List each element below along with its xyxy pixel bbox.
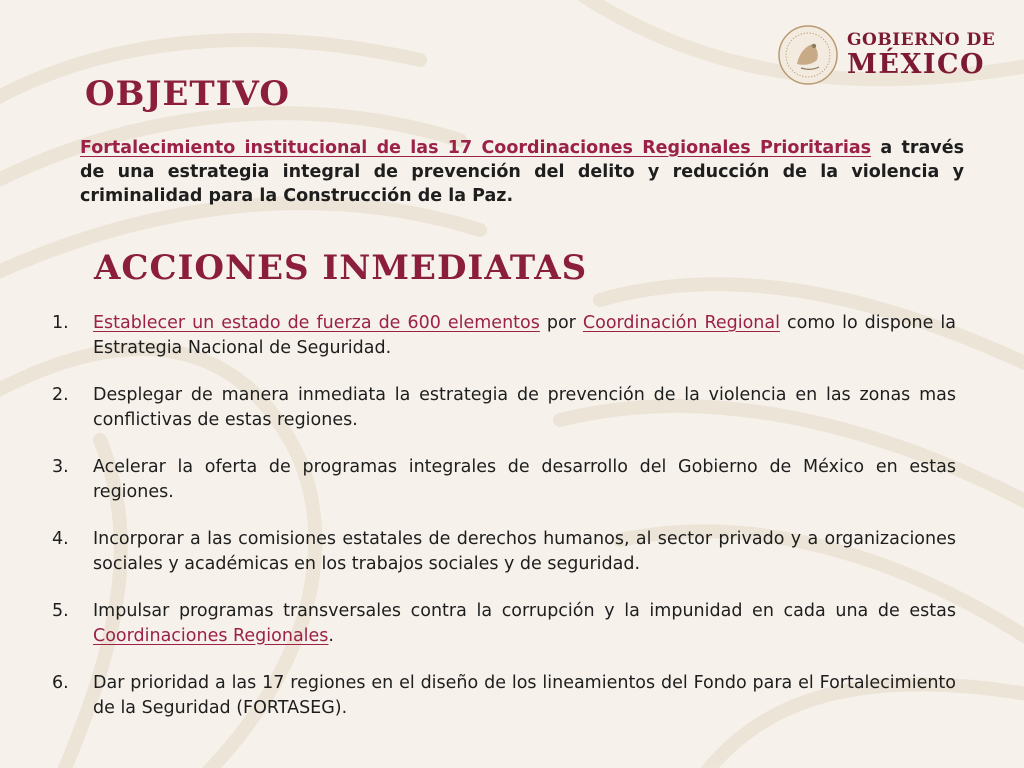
action-text: [93, 599, 956, 648]
action-number: 6.: [52, 673, 69, 693]
action-item-3: [52, 455, 956, 504]
gov-line2: MÉXICO: [847, 49, 986, 80]
acciones-list: [52, 311, 957, 718]
action-highlight: Coordinación Regional: [582, 313, 780, 333]
action-text-part: Impulsar programas transversales contra la corrupción y la impunidad en cada una de estas: [93, 601, 956, 621]
action-text: [93, 311, 956, 360]
objetivo-heading: OBJETIVO: [85, 74, 290, 114]
action-text-part: por: [539, 313, 583, 333]
action-item-2: [52, 383, 956, 432]
action-number: 1.: [52, 313, 69, 333]
gov-line1: GOBIERNO DE: [847, 30, 996, 50]
action-item-5: [52, 599, 956, 648]
action-item-1: [52, 311, 956, 360]
action-highlight: Establecer un estado de fuerza de 600 elementos: [93, 313, 540, 333]
action-item-6: [52, 671, 956, 720]
action-text: Dar prioridad a las 17 regiones en el diseño de los lineamientos del Fondo para el Fortalecimiento de la Seguridad (FORTASEG).: [93, 673, 956, 718]
action-text-part: como lo dispone la Estrategia Nacional de Seguridad.: [93, 313, 957, 358]
action-number: 2.: [52, 385, 69, 405]
action-number: 3.: [52, 457, 69, 477]
action-number: 5.: [52, 601, 69, 621]
action-highlight: Coordinaciones Regionales: [93, 625, 329, 646]
action-item-4: [52, 527, 956, 576]
action-text-part: .: [328, 625, 334, 646]
objetivo-highlight: Fortalecimiento institucional de las 17 Coordinaciones Regionales Prioritarias: [80, 138, 872, 158]
action-text: Incorporar a las comisiones estatales de derechos humanos, al sector privado y a organizaciones sociales y académicas en los trabajos sociales y de seguridad.: [93, 529, 956, 574]
coat-of-arms-seal-icon: [777, 24, 839, 86]
action-text: Acelerar la oferta de programas integrales de desarrollo del Gobierno de México en estas regiones.: [93, 457, 956, 502]
government-wordmark: [847, 32, 995, 78]
action-text: Desplegar de manera inmediata la estrategia de prevención de la violencia en las zonas mas conflictivas de estas regiones.: [93, 385, 956, 430]
objetivo-body: a través de una estrategia integral de prevención del delito y reducción de la violencia y criminalidad para la Construcción de la Paz.: [80, 138, 964, 206]
government-logo: [777, 24, 995, 86]
acciones-heading: ACCIONES INMEDIATAS: [94, 248, 588, 288]
action-number: 4.: [52, 529, 69, 549]
objetivo-text: [80, 136, 964, 208]
